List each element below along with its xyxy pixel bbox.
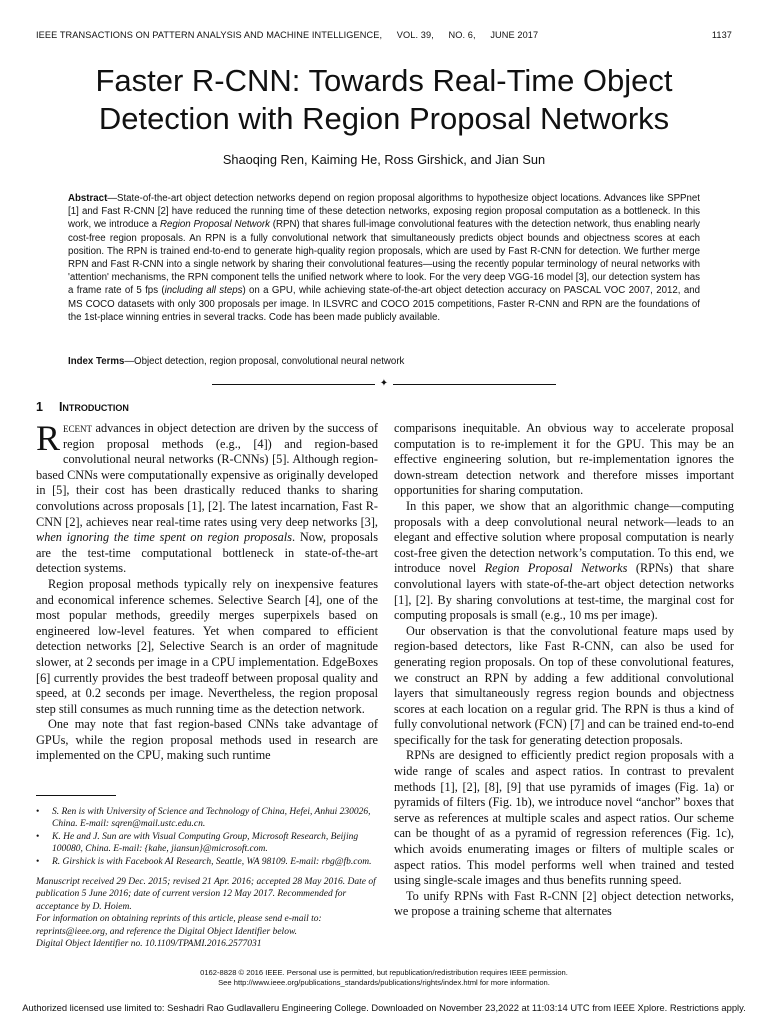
page-number: 1137	[711, 30, 732, 40]
section-divider	[212, 378, 556, 390]
running-header	[36, 30, 732, 40]
bullet-icon: •	[36, 807, 40, 817]
right-column	[394, 421, 734, 920]
abstract-steps-term: including all steps	[164, 285, 243, 297]
affiliation-item	[36, 831, 378, 856]
drop-cap-word: ecent	[63, 421, 93, 435]
intro-p1-end: . Now, proposals are the test-time computational bottleneck in state-of-the-art detection systems.	[36, 530, 378, 576]
manuscript-info: Manuscript received 29 Dec. 2015; revised 21 Apr. 2016; accepted 28 May 2016. Date of publication 5 June 2016; date of current version 12 May 2017. Recommended for acceptance by D. Hoiem.	[36, 877, 376, 912]
drop-cap: R	[36, 418, 61, 458]
index-terms	[68, 356, 700, 367]
right-paragraph-2	[394, 499, 734, 624]
journal-name: IEEE TRANSACTIONS ON PATTERN ANALYSIS AND MACHINE INTELLIGENCE,	[36, 30, 383, 40]
right-paragraph-3: Our observation is that the convolutional feature maps used by region-based detectors, like Fast R-CNN, can also be used for generating region proposals. On top of these convolutional features, we construct an RPN by adding a few additional convolutional layers that simultaneously regress region bounds and objectness scores at each location on a regular grid. The RPN is thus a kind of fully convolutional network (FCN) [7] and can be trained end-to-end specifically for the task for generating detection proposals.	[394, 623, 734, 747]
copyright-line-1: 0162-8828 © 2016 IEEE. Personal use is permitted, but republication/redistribution requires IEEE permission.	[200, 968, 568, 977]
index-terms-dash: —	[124, 356, 135, 367]
section-number: 1	[36, 400, 43, 414]
footnotes	[36, 795, 378, 950]
affiliation-item	[36, 856, 378, 868]
index-terms-text: Object detection, region proposal, convolutional neural network	[134, 356, 405, 367]
abstract-label: Abstract	[68, 193, 108, 204]
right-paragraph-5: To unify RPNs with Fast R-CNN [2] object detection networks, we propose a training scheme that alternates	[394, 888, 734, 919]
abstract-dash: —	[107, 193, 117, 204]
right-p2-italic: Region Proposal Networks	[484, 561, 628, 576]
license-notice: Authorized licensed use limited to: Seshadri Rao Gudlavalleru Engineering College. Downloaded on November 23,2022 at 11:03:14 UTC from IEEE Xplore. Restrictions apply.	[22, 1002, 746, 1013]
intro-p1-italic: when ignoring the time spent on region proposals	[36, 530, 293, 545]
footnote-rule	[36, 795, 116, 796]
copyright-line-2: See http://www.ieee.org/publications_standards/publications/rights/index.html for more information.	[218, 978, 550, 987]
intro-paragraph-2: Region proposal methods typically rely on inexpensive features and economical inference schemes. Selective Search [4], one of the most popular methods, greedily merges superpixels based on engineered low-level features. Yet when compared to efficient detection networks [2], Selective Search is an order of magnitude slower, at 2 seconds per image in a CPU implementation. EdgeBoxes [6] currently provides the best tradeoff between proposal quality and speed, at 0.2 seconds per image. Nevertheless, the region proposal step still consumes as much running time as the detection network.	[36, 576, 378, 716]
divider-line-left	[212, 384, 375, 385]
divider-ornament-icon: ✦	[379, 378, 389, 389]
right-paragraph-4: RPNs are designed to efficiently predict region proposals with a wide range of scales and aspect ratios. In contrast to prevalent methods [1], [2], [8], [9] that use pyramids of images (Fig. 1a) or pyramids of filters (Fig. 1b), we introduce novel “anchor” boxes that serve as references at multiple scales and aspect ratios. Our scheme can be thought of as a pyramid of regression references (Fig. 1c), which avoids enumerating images or filters of multiple scales or aspect ratios. This model performs well when trained and tested using single-scale images and thus benefits running speed.	[394, 748, 734, 888]
affiliation-text: S. Ren is with University of Science and Technology of China, Hefei, Anhui 230026, China. E-mail: sqren@mail.ustc.edu.cn.	[52, 807, 371, 830]
abstract-rpn-term: Region Proposal Network	[159, 219, 271, 231]
abstract	[68, 192, 700, 324]
section-title: Introduction	[58, 400, 129, 414]
right-paragraph-1: comparisons inequitable. An obvious way to accelerate proposal computation is to re-implement it for the GPU. This may be an effective engineering solution, but re-implementation ignores the down-stream detection network and therefore misses important opportunities for sharing computation.	[394, 421, 734, 498]
intro-paragraph-3: One may note that fast region-based CNNs take advantage of GPUs, while the region proposal methods used in research are implemented on the CPU, making such runtime	[36, 717, 378, 763]
journal-volume: VOL. 39,	[396, 30, 434, 40]
author-list: Shaoqing Ren, Kaiming He, Ross Girshick, and Jian Sun	[222, 152, 546, 167]
journal-date: JUNE 2017	[490, 30, 539, 40]
reprints-info: For information on obtaining reprints of this article, please send e-mail to: reprints@ieee.org, and reference the Digital Object Identifier below.	[36, 914, 322, 937]
paper-title: Faster R-CNN: Towards Real-Time Object Detection with Region Proposal Networks	[95, 63, 673, 136]
abstract-text-3: ) on a GPU, while achieving state-of-the-art object detection accuracy on PASCAL VOC 2007, 2012, and MS COCO datasets with only 300 proposals per image. In ILSVRC and COCO 2015 competitions, Faster R-CNN and RPN are the foundations of the 1st-place winning entries in several tracks. Code has been made publicly available.	[68, 285, 700, 323]
index-terms-label: Index Terms	[68, 356, 125, 367]
abstract-text-1: State-of-the-art object detection networks depend on region proposal algorithms to hypothesize object locations. Advances like SPPnet [1] and Fast R-CNN [2] have reduced the running time of these detection networks, exposing region proposal computation as a bottleneck. In this work, we introduce a	[68, 193, 700, 231]
doi-info: Digital Object Identifier no. 10.1109/TPAMI.2016.2577031	[36, 939, 262, 950]
affiliation-text: K. He and J. Sun are with Visual Computing Group, Microsoft Research, Beijing 100080, China. E-mail: {kahe, jiansun}@microsoft.com.	[52, 831, 359, 855]
right-p2-text-a: In this paper, we show that an algorithmic change—computing proposals with a deep convolutional neural network—leads to an elegant and effective solution where proposal computation is nearly cost-free given the detection network’s computation. To this end, we introduce novel	[394, 498, 734, 576]
affiliation-item	[36, 806, 378, 831]
copyright-notice	[40, 968, 728, 988]
abstract-text-2: (RPN) that shares full-image convolutional features with the detection network, thus enabling nearly cost-free region proposals. An RPN is a fully convolutional network that simultaneously predicts object bounds and objectness scores at each position. The RPN is trained end-to-end to generate high-quality region proposals, which are used by Fast R-CNN for detection. We further merge RPN and Fast R-CNN into a single network by sharing their convolutional features—using the recently popular terminology of neural networks with 'attention' mechanisms, the RPN component tells the unified network where to look. For the very deep VGG-16 model [3], our detection system has a frame rate of 5 fps (	[68, 219, 700, 297]
section-heading	[36, 400, 129, 414]
journal-number: NO. 6,	[448, 30, 476, 40]
intro-paragraph-1	[36, 418, 378, 577]
left-column	[36, 418, 378, 764]
right-p2-text-b: (RPNs) that share convolutional layers with state-of-the-art object detection networks [1], [2]. By sharing convolutions at test-time, the marginal cost for computing proposals is small (e.g., 10 ms per image).	[394, 561, 734, 623]
journal-info	[36, 30, 550, 40]
bullet-icon: •	[36, 831, 40, 842]
affiliation-text: R. Girshick is with Facebook AI Research, Seattle, WA 98109. E-mail: rbg@fb.com.	[52, 856, 372, 867]
intro-p1-text: advances in object detection are driven by the success of region proposal methods (e.g., [4]) and region-based convolutional neural networks (R-CNNs) [5]. Although region-based CNNs were computationally expensive as originally developed in [5], their cost has been drastically reduced thanks to sharing convolutions across proposals [1], [2]. The latest incarnation, Fast R-CNN [2], achieves near real-time rates using very deep networks [3],	[36, 421, 378, 529]
affiliation-list	[36, 806, 378, 868]
divider-line-right	[393, 384, 556, 385]
bullet-icon: •	[36, 856, 40, 867]
